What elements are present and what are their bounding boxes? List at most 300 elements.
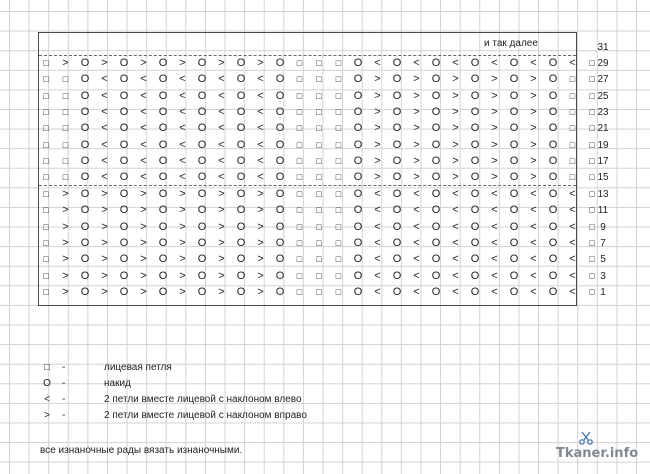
k2tog-right-symbol: > bbox=[452, 155, 459, 168]
k2tog-left-symbol: < bbox=[374, 253, 381, 266]
k2tog-right-symbol: > bbox=[257, 204, 264, 217]
k2tog-right-symbol: > bbox=[413, 122, 420, 135]
yarn-over-symbol: O bbox=[392, 73, 402, 86]
legend-symbol: < bbox=[44, 394, 50, 405]
k2tog-right-symbol: > bbox=[413, 89, 420, 102]
knit-symbol: □ bbox=[335, 286, 342, 297]
yarn-over-symbol: O bbox=[275, 138, 285, 151]
continue-note: и так далее bbox=[484, 38, 538, 49]
k2tog-right-symbol: > bbox=[179, 220, 186, 233]
yarn-over-symbol: O bbox=[509, 106, 519, 119]
yarn-over-symbol: O bbox=[392, 171, 402, 184]
legend-description: накид bbox=[104, 378, 131, 389]
knit-symbol: □ bbox=[43, 58, 49, 68]
k2tog-right-symbol: > bbox=[62, 57, 69, 69]
yarn-over-symbol: O bbox=[275, 106, 285, 119]
knit-symbol: □ bbox=[43, 254, 49, 265]
legend-symbol: > bbox=[44, 410, 50, 421]
k2tog-left-symbol: < bbox=[374, 269, 381, 282]
yarn-over-symbol: O bbox=[236, 122, 246, 135]
yarn-over-symbol: O bbox=[80, 106, 90, 119]
knit-symbol: □ bbox=[316, 58, 322, 68]
yarn-over-symbol: O bbox=[548, 106, 558, 119]
yarn-over-symbol: O bbox=[353, 73, 363, 86]
yarn-over-symbol: O bbox=[431, 204, 441, 217]
yarn-over-symbol: O bbox=[197, 171, 207, 184]
knit-symbol: □ bbox=[62, 74, 69, 85]
yarn-over-symbol: O bbox=[119, 269, 129, 282]
knit-symbol: □ bbox=[316, 107, 322, 118]
knit-symbol: □ bbox=[296, 172, 303, 183]
yarn-over-symbol: O bbox=[470, 122, 480, 135]
yarn-over-symbol: O bbox=[80, 155, 90, 168]
yarn-over-symbol: O bbox=[470, 138, 480, 151]
row-number: 31 bbox=[597, 41, 609, 53]
k2tog-right-symbol: > bbox=[101, 204, 108, 217]
yarn-over-symbol: O bbox=[431, 285, 441, 298]
k2tog-right-symbol: > bbox=[101, 220, 108, 233]
k2tog-right-symbol: > bbox=[257, 285, 264, 298]
yarn-over-symbol: O bbox=[119, 89, 129, 102]
k2tog-right-symbol: > bbox=[530, 89, 537, 102]
k2tog-right-symbol: > bbox=[101, 285, 108, 298]
yarn-over-symbol: O bbox=[80, 204, 90, 217]
yarn-over-symbol: O bbox=[158, 89, 168, 102]
yarn-over-symbol: O bbox=[353, 106, 363, 119]
knit-symbol: □ bbox=[296, 188, 303, 199]
knit-symbol: □ bbox=[43, 286, 49, 297]
knit-symbol: □ bbox=[589, 90, 595, 101]
yarn-over-symbol: O bbox=[236, 220, 246, 233]
k2tog-left-symbol: < bbox=[491, 220, 498, 233]
knit-symbol: □ bbox=[316, 188, 322, 199]
yarn-over-symbol: O bbox=[275, 89, 285, 102]
knit-symbol: □ bbox=[62, 107, 69, 118]
knit-symbol: □ bbox=[296, 139, 303, 150]
yarn-over-symbol: O bbox=[275, 122, 285, 135]
k2tog-right-symbol: > bbox=[101, 269, 108, 282]
knit-symbol: □ bbox=[589, 237, 595, 248]
yarn-over-symbol: O bbox=[353, 155, 363, 168]
yarn-over-symbol: O bbox=[392, 236, 402, 249]
knit-symbol: □ bbox=[43, 237, 49, 248]
yarn-over-symbol: O bbox=[353, 187, 363, 200]
k2tog-left-symbol: < bbox=[569, 236, 576, 249]
yarn-over-symbol: O bbox=[275, 220, 285, 233]
knit-symbol: □ bbox=[589, 221, 595, 232]
k2tog-right-symbol: > bbox=[491, 106, 498, 119]
yarn-over-symbol: O bbox=[80, 57, 90, 69]
legend-dash: - bbox=[62, 362, 66, 373]
yarn-over-symbol: O bbox=[509, 187, 519, 200]
yarn-over-symbol: O bbox=[431, 57, 441, 69]
yarn-over-symbol: O bbox=[275, 236, 285, 249]
k2tog-left-symbol: < bbox=[257, 106, 264, 119]
k2tog-right-symbol: > bbox=[140, 220, 147, 233]
k2tog-left-symbol: < bbox=[452, 187, 459, 200]
k2tog-right-symbol: > bbox=[62, 236, 69, 249]
yarn-over-symbol: O bbox=[431, 122, 441, 135]
yarn-over-symbol: O bbox=[80, 138, 90, 151]
yarn-over-symbol: O bbox=[392, 106, 402, 119]
legend-symbol: □ bbox=[43, 362, 51, 373]
knit-symbol: □ bbox=[316, 74, 322, 85]
k2tog-left-symbol: < bbox=[140, 73, 147, 86]
k2tog-right-symbol: > bbox=[257, 220, 264, 233]
yarn-over-symbol: O bbox=[275, 269, 285, 282]
k2tog-left-symbol: < bbox=[101, 171, 108, 184]
yarn-over-symbol: O bbox=[548, 285, 558, 298]
k2tog-left-symbol: < bbox=[569, 220, 576, 233]
k2tog-right-symbol: > bbox=[218, 253, 225, 266]
k2tog-right-symbol: > bbox=[101, 236, 108, 249]
yarn-over-symbol: O bbox=[353, 285, 363, 298]
knit-symbol: □ bbox=[296, 156, 303, 167]
knit-symbol: □ bbox=[316, 205, 322, 216]
yarn-over-symbol: O bbox=[80, 236, 90, 249]
k2tog-right-symbol: > bbox=[374, 138, 381, 151]
k2tog-left-symbol: < bbox=[257, 73, 264, 86]
k2tog-left-symbol: < bbox=[257, 171, 264, 184]
yarn-over-symbol: O bbox=[236, 89, 246, 102]
yarn-over-symbol: O bbox=[158, 122, 168, 135]
knit-symbol: □ bbox=[335, 237, 342, 248]
knit-symbol: □ bbox=[43, 172, 49, 183]
footnote: все изнаночные рады вязать изнаночными. bbox=[40, 445, 243, 456]
knit-symbol: □ bbox=[335, 58, 342, 68]
legend-dash: - bbox=[62, 410, 66, 421]
yarn-over-symbol: O bbox=[158, 269, 168, 282]
yarn-over-symbol: O bbox=[431, 220, 441, 233]
knit-symbol: □ bbox=[589, 286, 595, 297]
yarn-over-symbol: O bbox=[158, 187, 168, 200]
k2tog-right-symbol: > bbox=[257, 253, 264, 266]
yarn-over-symbol: O bbox=[353, 236, 363, 249]
yarn-over-symbol: O bbox=[236, 171, 246, 184]
row-number: 25 bbox=[597, 90, 609, 102]
yarn-over-symbol: O bbox=[80, 285, 90, 298]
k2tog-right-symbol: > bbox=[179, 236, 186, 249]
yarn-over-symbol: O bbox=[548, 138, 558, 151]
knit-symbol: □ bbox=[569, 107, 576, 118]
k2tog-right-symbol: > bbox=[179, 57, 186, 69]
knit-symbol: □ bbox=[335, 270, 342, 281]
yarn-over-symbol: O bbox=[236, 253, 246, 266]
k2tog-right-symbol: > bbox=[140, 285, 147, 298]
yarn-over-symbol: O bbox=[548, 73, 558, 86]
yarn-over-symbol: O bbox=[236, 285, 246, 298]
yarn-over-symbol: O bbox=[197, 220, 207, 233]
yarn-over-symbol: O bbox=[275, 187, 285, 200]
yarn-over-symbol: O bbox=[158, 236, 168, 249]
yarn-over-symbol: O bbox=[119, 155, 129, 168]
k2tog-left-symbol: < bbox=[179, 171, 186, 184]
legend-description: лицевая петля bbox=[104, 362, 172, 373]
k2tog-right-symbol: > bbox=[452, 138, 459, 151]
k2tog-left-symbol: < bbox=[101, 122, 108, 135]
k2tog-left-symbol: < bbox=[101, 106, 108, 119]
k2tog-left-symbol: < bbox=[413, 269, 420, 282]
yarn-over-symbol: O bbox=[158, 106, 168, 119]
k2tog-left-symbol: < bbox=[491, 269, 498, 282]
knit-symbol: □ bbox=[296, 123, 303, 134]
k2tog-right-symbol: > bbox=[140, 269, 147, 282]
yarn-over-symbol: O bbox=[470, 155, 480, 168]
knit-symbol: □ bbox=[335, 254, 342, 265]
knit-symbol: □ bbox=[43, 221, 49, 232]
knit-symbol: □ bbox=[296, 205, 303, 216]
k2tog-right-symbol: > bbox=[374, 73, 381, 86]
k2tog-left-symbol: < bbox=[218, 89, 225, 102]
yarn-over-symbol: O bbox=[197, 285, 207, 298]
k2tog-left-symbol: < bbox=[257, 89, 264, 102]
yarn-over-symbol: O bbox=[548, 236, 558, 249]
yarn-over-symbol: O bbox=[392, 122, 402, 135]
knit-symbol: □ bbox=[43, 90, 49, 101]
legend-description: 2 петли вместе лицевой с наклоном вправо bbox=[104, 410, 307, 421]
yarn-over-symbol: O bbox=[236, 155, 246, 168]
k2tog-right-symbol: > bbox=[374, 106, 381, 119]
legend-description: 2 петли вместе лицевой с наклоном влево bbox=[104, 394, 302, 405]
yarn-over-symbol: O bbox=[431, 73, 441, 86]
yarn-over-symbol: O bbox=[548, 171, 558, 184]
knit-symbol: □ bbox=[296, 270, 303, 281]
yarn-over-symbol: O bbox=[509, 253, 519, 266]
yarn-over-symbol: O bbox=[80, 73, 90, 86]
knit-symbol: □ bbox=[43, 107, 49, 118]
yarn-over-symbol: O bbox=[392, 253, 402, 266]
knit-symbol: □ bbox=[296, 221, 303, 232]
yarn-over-symbol: O bbox=[353, 220, 363, 233]
k2tog-left-symbol: < bbox=[374, 187, 381, 200]
yarn-over-symbol: O bbox=[392, 220, 402, 233]
yarn-over-symbol: O bbox=[509, 220, 519, 233]
k2tog-left-symbol: < bbox=[179, 89, 186, 102]
k2tog-right-symbol: > bbox=[62, 285, 69, 298]
k2tog-left-symbol: < bbox=[569, 57, 576, 69]
k2tog-right-symbol: > bbox=[257, 236, 264, 249]
knit-symbol: □ bbox=[569, 172, 576, 183]
yarn-over-symbol: O bbox=[431, 236, 441, 249]
yarn-over-symbol: O bbox=[158, 155, 168, 168]
k2tog-left-symbol: < bbox=[569, 187, 576, 200]
yarn-over-symbol: O bbox=[119, 73, 129, 86]
k2tog-right-symbol: > bbox=[62, 220, 69, 233]
k2tog-left-symbol: < bbox=[413, 236, 420, 249]
knit-symbol: □ bbox=[62, 90, 69, 101]
k2tog-left-symbol: < bbox=[413, 57, 420, 69]
k2tog-left-symbol: < bbox=[179, 122, 186, 135]
knit-symbol: □ bbox=[589, 107, 595, 118]
yarn-over-symbol: O bbox=[353, 204, 363, 217]
row-number: 11 bbox=[597, 205, 609, 217]
yarn-over-symbol: O bbox=[80, 89, 90, 102]
yarn-over-symbol: O bbox=[431, 269, 441, 282]
yarn-over-symbol: O bbox=[197, 138, 207, 151]
k2tog-left-symbol: < bbox=[218, 138, 225, 151]
yarn-over-symbol: O bbox=[119, 138, 129, 151]
yarn-over-symbol: O bbox=[431, 155, 441, 168]
knit-symbol: □ bbox=[589, 74, 595, 85]
k2tog-left-symbol: < bbox=[491, 285, 498, 298]
knit-symbol: □ bbox=[335, 107, 342, 118]
row-number: 13 bbox=[597, 188, 609, 200]
knit-symbol: □ bbox=[296, 286, 303, 297]
knit-symbol: □ bbox=[316, 286, 322, 297]
yarn-over-symbol: O bbox=[548, 57, 558, 69]
yarn-over-symbol: O bbox=[431, 138, 441, 151]
scissors-icon bbox=[578, 430, 594, 446]
k2tog-right-symbol: > bbox=[218, 204, 225, 217]
knit-symbol: □ bbox=[589, 270, 595, 281]
k2tog-left-symbol: < bbox=[491, 187, 498, 200]
yarn-over-symbol: O bbox=[236, 269, 246, 282]
knit-symbol: □ bbox=[316, 237, 322, 248]
k2tog-right-symbol: > bbox=[101, 57, 108, 69]
yarn-over-symbol: O bbox=[509, 285, 519, 298]
yarn-over-symbol: O bbox=[509, 155, 519, 168]
k2tog-left-symbol: < bbox=[218, 155, 225, 168]
row-number: 27 bbox=[597, 74, 609, 86]
knit-symbol: □ bbox=[569, 156, 576, 167]
row-number: 19 bbox=[597, 139, 609, 151]
knit-symbol: □ bbox=[296, 90, 303, 101]
yarn-over-symbol: O bbox=[197, 204, 207, 217]
yarn-over-symbol: O bbox=[275, 155, 285, 168]
yarn-over-symbol: O bbox=[119, 106, 129, 119]
yarn-over-symbol: O bbox=[119, 220, 129, 233]
knit-symbol: □ bbox=[43, 74, 49, 85]
yarn-over-symbol: O bbox=[548, 204, 558, 217]
k2tog-right-symbol: > bbox=[62, 204, 69, 217]
yarn-over-symbol: O bbox=[197, 57, 207, 69]
knit-symbol: □ bbox=[335, 74, 342, 85]
knit-symbol: □ bbox=[43, 270, 49, 281]
k2tog-right-symbol: > bbox=[530, 155, 537, 168]
knit-symbol: □ bbox=[316, 123, 322, 134]
knit-symbol: □ bbox=[335, 172, 342, 183]
yarn-over-symbol: O bbox=[275, 57, 285, 69]
yarn-over-symbol: O bbox=[470, 204, 480, 217]
k2tog-right-symbol: > bbox=[374, 171, 381, 184]
k2tog-left-symbol: < bbox=[257, 155, 264, 168]
k2tog-right-symbol: > bbox=[491, 155, 498, 168]
yarn-over-symbol: O bbox=[119, 171, 129, 184]
row-number: 7 bbox=[600, 237, 606, 249]
k2tog-right-symbol: > bbox=[257, 57, 264, 69]
k2tog-left-symbol: < bbox=[374, 204, 381, 217]
yarn-over-symbol: O bbox=[353, 171, 363, 184]
yarn-over-symbol: O bbox=[119, 122, 129, 135]
knit-symbol: □ bbox=[335, 90, 342, 101]
knit-symbol: □ bbox=[569, 139, 576, 150]
k2tog-right-symbol: > bbox=[530, 73, 537, 86]
yarn-over-symbol: O bbox=[470, 57, 480, 69]
k2tog-right-symbol: > bbox=[530, 106, 537, 119]
yarn-over-symbol: O bbox=[431, 106, 441, 119]
knit-symbol: □ bbox=[316, 254, 322, 265]
yarn-over-symbol: O bbox=[548, 122, 558, 135]
yarn-over-symbol: O bbox=[509, 204, 519, 217]
yarn-over-symbol: O bbox=[509, 57, 519, 69]
legend-symbol: O bbox=[43, 378, 51, 389]
k2tog-left-symbol: < bbox=[569, 285, 576, 298]
yarn-over-symbol: O bbox=[80, 187, 90, 200]
k2tog-right-symbol: > bbox=[218, 269, 225, 282]
row-number: 21 bbox=[597, 123, 609, 135]
knit-symbol: □ bbox=[43, 139, 49, 150]
knit-symbol: □ bbox=[296, 254, 303, 265]
k2tog-left-symbol: < bbox=[452, 57, 459, 69]
k2tog-right-symbol: > bbox=[218, 187, 225, 200]
k2tog-right-symbol: > bbox=[530, 171, 537, 184]
k2tog-left-symbol: < bbox=[179, 138, 186, 151]
yarn-over-symbol: O bbox=[158, 220, 168, 233]
yarn-over-symbol: O bbox=[197, 187, 207, 200]
yarn-over-symbol: O bbox=[275, 73, 285, 86]
yarn-over-symbol: O bbox=[509, 89, 519, 102]
k2tog-right-symbol: > bbox=[452, 73, 459, 86]
k2tog-left-symbol: < bbox=[530, 253, 537, 266]
yarn-over-symbol: O bbox=[470, 187, 480, 200]
k2tog-left-symbol: < bbox=[491, 253, 498, 266]
k2tog-left-symbol: < bbox=[218, 106, 225, 119]
yarn-over-symbol: O bbox=[548, 155, 558, 168]
k2tog-left-symbol: < bbox=[257, 138, 264, 151]
k2tog-right-symbol: > bbox=[218, 285, 225, 298]
yarn-over-symbol: O bbox=[158, 73, 168, 86]
k2tog-right-symbol: > bbox=[374, 155, 381, 168]
knit-symbol: □ bbox=[589, 188, 595, 199]
k2tog-left-symbol: < bbox=[491, 204, 498, 217]
k2tog-left-symbol: < bbox=[569, 253, 576, 266]
knit-symbol: □ bbox=[569, 90, 576, 101]
legend-dash: - bbox=[62, 394, 66, 405]
k2tog-left-symbol: < bbox=[218, 73, 225, 86]
yarn-over-symbol: O bbox=[197, 89, 207, 102]
knit-symbol: □ bbox=[316, 139, 322, 150]
yarn-over-symbol: O bbox=[431, 89, 441, 102]
yarn-over-symbol: O bbox=[275, 285, 285, 298]
k2tog-left-symbol: < bbox=[569, 204, 576, 217]
yarn-over-symbol: O bbox=[353, 57, 363, 69]
k2tog-left-symbol: < bbox=[374, 57, 381, 69]
k2tog-left-symbol: < bbox=[374, 285, 381, 298]
yarn-over-symbol: O bbox=[509, 138, 519, 151]
k2tog-right-symbol: > bbox=[374, 122, 381, 135]
k2tog-left-symbol: < bbox=[491, 57, 498, 69]
yarn-over-symbol: O bbox=[392, 285, 402, 298]
k2tog-left-symbol: < bbox=[257, 122, 264, 135]
k2tog-right-symbol: > bbox=[179, 187, 186, 200]
knit-symbol: □ bbox=[589, 58, 595, 68]
yarn-over-symbol: O bbox=[275, 204, 285, 217]
row-number: 1 bbox=[600, 286, 606, 298]
knit-symbol: □ bbox=[43, 188, 49, 199]
yarn-over-symbol: O bbox=[548, 253, 558, 266]
row-number: 17 bbox=[597, 156, 609, 168]
k2tog-left-symbol: < bbox=[140, 171, 147, 184]
knit-symbol: □ bbox=[296, 74, 303, 85]
yarn-over-symbol: O bbox=[80, 171, 90, 184]
yarn-over-symbol: O bbox=[470, 269, 480, 282]
yarn-over-symbol: O bbox=[158, 285, 168, 298]
knit-symbol: □ bbox=[296, 58, 303, 68]
knit-symbol: □ bbox=[335, 205, 342, 216]
yarn-over-symbol: O bbox=[470, 220, 480, 233]
k2tog-right-symbol: > bbox=[491, 89, 498, 102]
yarn-over-symbol: O bbox=[197, 155, 207, 168]
